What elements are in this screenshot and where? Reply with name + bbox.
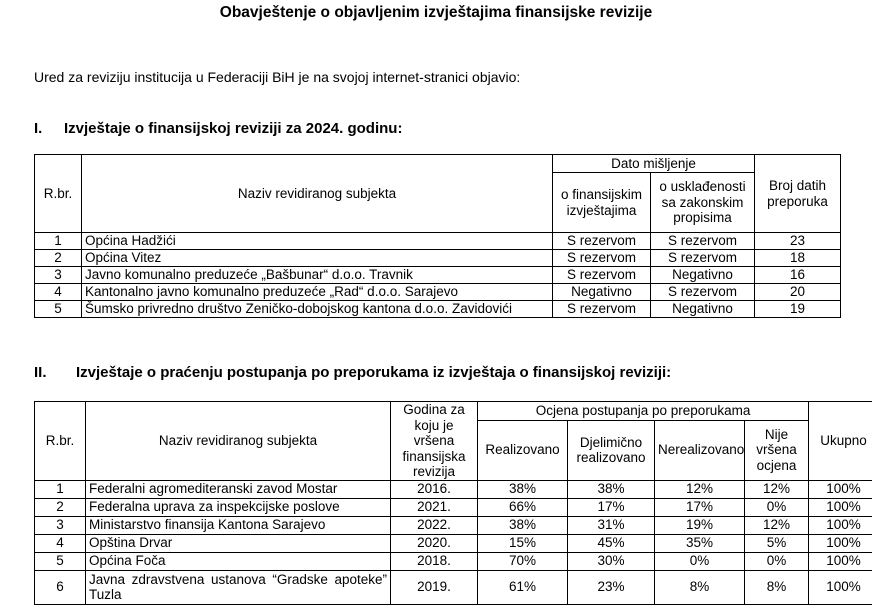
row-not-assessed: 0% (745, 552, 809, 570)
row-subject-name: Općina Vitez (82, 250, 553, 267)
row-not-assessed: 8% (745, 570, 809, 604)
row-unrealized: 17% (655, 498, 745, 516)
table-row (35, 233, 841, 250)
financial-audit-table (34, 154, 841, 318)
row-rbr: 4 (35, 534, 86, 552)
row-financial-opinion: S rezervom (553, 233, 651, 250)
row-rbr: 2 (35, 498, 86, 516)
row-audit-year: 2022. (391, 516, 478, 534)
section-2-number: II. (34, 364, 47, 381)
header-audit-year: Godina za koju je vršena finansijska revizija (391, 402, 478, 481)
row-financial-opinion: S rezervom (553, 250, 651, 267)
table-row (35, 250, 841, 267)
row-total: 100% (809, 498, 872, 516)
table-row (35, 552, 872, 570)
row-subject-name: Federalna uprava za inspekcijske poslove (86, 498, 391, 516)
table-row (35, 284, 841, 301)
row-subject-name: Kantonalno javno komunalno preduzeće „Rad“ d.o.o. Sarajevo (82, 284, 553, 301)
row-not-assessed: 0% (745, 498, 809, 516)
row-not-assessed: 5% (745, 534, 809, 552)
section-2-heading (34, 364, 671, 381)
row-unrealized: 12% (655, 480, 745, 498)
header-financial-statements: o finansijskim izvještajima (553, 173, 651, 233)
header-compliance: o usklađenosti sa zakonskim propisima (651, 173, 755, 233)
row-rbr: 4 (35, 284, 82, 301)
row-compliance-opinion: S rezervom (651, 233, 755, 250)
row-partially-realized: 31% (568, 516, 655, 534)
row-partially-realized: 38% (568, 480, 655, 498)
row-realized: 66% (478, 498, 568, 516)
row-subject-name: Šumsko privredno društvo Zeničko-dobojskog kantona d.o.o. Zavidovići (82, 301, 553, 318)
row-total: 100% (809, 480, 872, 498)
row-compliance-opinion: Negativno (651, 267, 755, 284)
row-audit-year: 2018. (391, 552, 478, 570)
row-audit-year: 2019. (391, 570, 478, 604)
row-audit-year: 2016. (391, 480, 478, 498)
row-subject-name: Općina Hadžići (82, 233, 553, 250)
row-rbr: 2 (35, 250, 82, 267)
row-recommendations: 23 (755, 233, 841, 250)
row-total: 100% (809, 552, 872, 570)
row-subject-name: Federalni agromediteranski zavod Mostar (86, 480, 391, 498)
row-not-assessed: 12% (745, 480, 809, 498)
table-row (35, 534, 872, 552)
table-row (35, 267, 841, 284)
intro-text: Ured za reviziju institucija u Federaciji BiH je na svojoj internet-stranici objavio: (34, 69, 521, 85)
header-subject-name: Naziv revidiranog subjekta (82, 155, 553, 233)
row-realized: 70% (478, 552, 568, 570)
row-rbr: 1 (35, 480, 86, 498)
row-financial-opinion: Negativno (553, 284, 651, 301)
row-partially-realized: 23% (568, 570, 655, 604)
row-total: 100% (809, 516, 872, 534)
row-recommendations: 19 (755, 301, 841, 318)
row-financial-opinion: S rezervom (553, 301, 651, 318)
row-subject-name: Ministarstvo finansija Kantona Sarajevo (86, 516, 391, 534)
row-total: 100% (809, 570, 872, 604)
row-compliance-opinion: S rezervom (651, 250, 755, 267)
row-realized: 38% (478, 480, 568, 498)
row-rbr: 3 (35, 267, 82, 284)
row-rbr: 5 (35, 301, 82, 318)
header-subject-name: Naziv revidiranog subjekta (86, 402, 391, 481)
table-row (35, 516, 872, 534)
header-rbr: R.br. (35, 402, 86, 481)
row-subject-name: Javno komunalno preduzeće „Bašbunar“ d.o.o. Travnik (82, 267, 553, 284)
row-rbr: 6 (35, 570, 86, 604)
row-recommendations: 18 (755, 250, 841, 267)
section-1-number: I. (34, 120, 43, 137)
row-realized: 38% (478, 516, 568, 534)
row-total: 100% (809, 534, 872, 552)
row-unrealized: 35% (655, 534, 745, 552)
row-unrealized: 0% (655, 552, 745, 570)
row-rbr: 1 (35, 233, 82, 250)
header-not-assessed: Nije vršena ocjena (745, 420, 809, 480)
header-opinion-group: Dato mišljenje (553, 155, 755, 173)
table-row (35, 498, 872, 516)
header-total: Ukupno (809, 402, 872, 481)
row-subject-name: Javna zdravstvena ustanova “Gradske apoteke” Tuzla (86, 570, 391, 604)
row-not-assessed: 12% (745, 516, 809, 534)
section-2-title: Izvještaje o praćenju postupanja po preporukama iz izvještaja o finansijskoj reviziji: (76, 364, 672, 381)
row-recommendations: 16 (755, 267, 841, 284)
page-title: Obavještenje o objavljenim izvještajima finansijske revizije (219, 4, 653, 21)
row-financial-opinion: S rezervom (553, 267, 651, 284)
header-rbr: R.br. (35, 155, 82, 233)
table-row (35, 301, 841, 318)
table-row (35, 570, 872, 604)
row-rbr: 3 (35, 516, 86, 534)
row-realized: 61% (478, 570, 568, 604)
row-compliance-opinion: S rezervom (651, 284, 755, 301)
row-partially-realized: 45% (568, 534, 655, 552)
section-1-title: Izvještaje o finansijskoj reviziji za 2024. godinu: (64, 120, 403, 137)
row-partially-realized: 30% (568, 552, 655, 570)
follow-up-table (34, 401, 872, 605)
row-audit-year: 2020. (391, 534, 478, 552)
row-compliance-opinion: Negativno (651, 301, 755, 318)
row-rbr: 5 (35, 552, 86, 570)
table-row (35, 480, 872, 498)
row-partially-realized: 17% (568, 498, 655, 516)
row-unrealized: 8% (655, 570, 745, 604)
header-realized: Realizovano (478, 420, 568, 480)
header-unrealized: Nerealizovano (655, 420, 745, 480)
row-subject-name: Općina Foča (86, 552, 391, 570)
row-audit-year: 2021. (391, 498, 478, 516)
section-1-heading (34, 120, 402, 137)
row-realized: 15% (478, 534, 568, 552)
header-partially-realized: Djelimično realizovano (568, 420, 655, 480)
header-assessment-group: Ocjena postupanja po preporukama (478, 402, 809, 421)
row-unrealized: 19% (655, 516, 745, 534)
header-recommendations: Broj datih preporuka (755, 155, 841, 233)
row-subject-name: Opština Drvar (86, 534, 391, 552)
row-recommendations: 20 (755, 284, 841, 301)
